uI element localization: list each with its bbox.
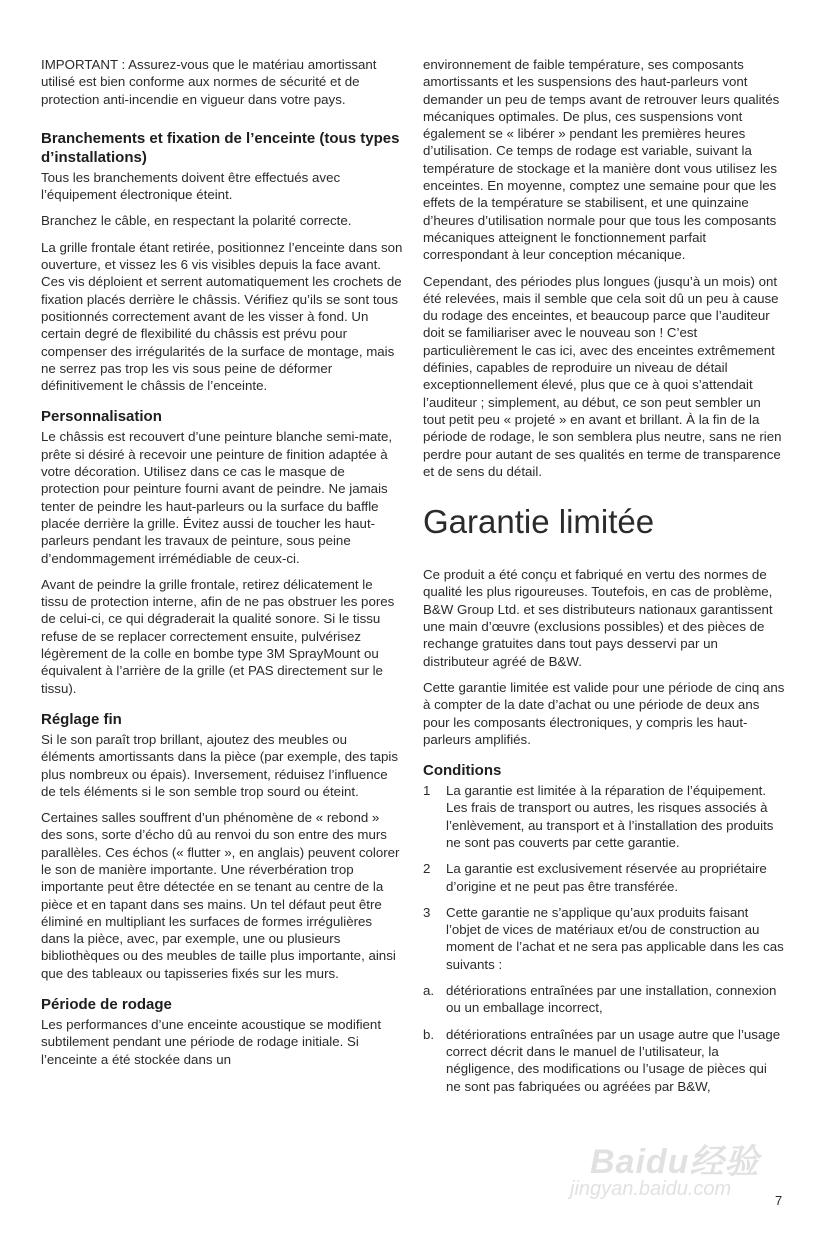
paragraph: Les performances d’une enceinte acoustique se modifient subtilement pendant une période de rodage initiale. Si l’enceinte a été stockée dans un (41, 1017, 382, 1067)
heading-reglage-fin: Réglage fin (41, 710, 122, 728)
paragraph: Branchez le câble, en respectant la polarité correcte. (41, 213, 352, 229)
heading-periode-rodage: Période de rodage (41, 996, 172, 1014)
list-item-text: La garantie est limitée à la réparation de l’équipement. Les frais de transport ou autres, les risques associés à l’enlèvement, au transport et à l’installation des produits ne sont pas couverts par cette garantie. (446, 783, 774, 850)
list-marker: 1 (423, 783, 431, 799)
page-number: 7 (775, 1193, 783, 1208)
paragraph: Ce produit a été conçu et fabriqué en vertu des normes de qualité les plus rigoureuses. Toutefois, en cas de problème, B&W Group Ltd. et ses distributeurs nationaux garantissent une main d’œuvre (exclusions possibles) et des pièces de rechange gratuites dans tout pays desservi par un distributeur agréé de B&W. (423, 567, 773, 669)
conditions-list (423, 782, 785, 1095)
watermark (560, 1130, 783, 1210)
important-note: IMPORTANT : Assurez-vous que le matériau amortissant utilisé est bien conforme aux normes de sécurité et de protection anti-incendie en vigueur dans votre pays. (41, 57, 377, 107)
paragraph: Cependant, des périodes plus longues (jusqu’à un mois) ont été relevées, mais il semble que cela soit dû un peu à cause du rodage des enceintes, et beaucoup parce que l’auditeur doit se familiariser avec le nouveau son ! C’est particulièrement le cas ici, avec des enceintes extrêmement définies, capables de reproduire un niveau de détail exceptionnellement élevé, plus que ce à quoi s’attendait l’auditeur ; simplement, au début, ce son peut sembler un tout petit peu « projeté » en avant et brillant. À la fin de la période de rodage, le son semblera plus neutre, sans ne rien perdre pour autant de ses qualités en terme de transparence et de sens du détail. (423, 273, 782, 479)
paragraph: Tous les branchements doivent être effectués avec l’équipement électronique éteint. (41, 169, 341, 203)
list-item (423, 860, 785, 895)
list-item (423, 782, 785, 851)
paragraph: environnement de faible température, ses composants amortissants et les suspensions des haut-parleurs vont demander un peu de temps avant de retrouver leurs qualités mécaniques optimales. De plus, ces suspensions vont également se « libérer » pendant les premières heures d’utilisation. Ce temps de rodage est variable, suivant la température de stockage et la manière dont vous utilisez les enceintes. En moyenne, comptez une semaine pour que les effets de la température se stabilisent, et une quinzaine d’heures d’utilisation normale pour que tous les composants mécaniques atteignent le fonctionnement parfait correspondant à leur conception mécanique. (423, 57, 780, 263)
list-item-text: La garantie est exclusivement réservée au propriétaire d’origine et ne peut pas être transférée. (446, 861, 767, 894)
left-column (41, 56, 403, 1077)
paragraph: Avant de peindre la grille frontale, retirez délicatement le tissu de protection interne, afin de ne pas obstruer les pores de celui-ci, ce qui dégraderait la qualité sonore. Si le tissu refuse de se replacer correctement ensuite, pulvérisez légèrement de la colle en bombe type 3M SprayMount ou équivalent à l’arrière de la grille (et PAS directement sur le tissu). (41, 576, 395, 696)
list-marker: b. (423, 1026, 435, 1042)
paragraph: Cette garantie limitée est valide pour une période de cinq ans à compter de la date d’achat ou une période de deux ans pour les composants électroniques, y compris les haut-parleurs amplifiés. (423, 679, 785, 747)
list-item-text: Cette garantie ne s’applique qu’aux produits faisant l’objet de vices de matériaux et/ou de construction au moment de l’achat et ne sera pas applicable dans les cas suivants : (446, 904, 784, 972)
heading-branchements: Branchements et fixation de l’enceinte (tous types d’installations) (41, 129, 400, 166)
list-item-text: détériorations entraînées par une installation, connexion ou un emballage incorrect, (446, 983, 777, 1016)
right-column (423, 56, 785, 1104)
list-item-text: détériorations entraînées par un usage autre que l’usage correct décrit dans le manuel de l’utilisateur, la négligence, des modifications ou l’usage de pièces qui ne sont pas fabriquées ou agréées par B&W, (446, 1026, 781, 1094)
list-item (423, 904, 785, 973)
heading-conditions: Conditions (423, 762, 502, 780)
section-title-garantie: Garantie limitée (423, 503, 655, 541)
watermark-logo: Baidu经验 (590, 1143, 760, 1181)
paragraph: Certaines salles souffrent d’un phénomène de « rebond » des sons, sorte d’écho dû au renvoi du son entre des murs parallèles. Ces échos (« flutter », en anglais) peuvent colorer le son de manière importante. Une réverbération trop importante peut être détectée en se tenant au centre de la pièce et en tapant dans ses mains. Un tel défaut peut être éliminé en multipliant les surfaces de formes irrégulières dans la pièce, avec, par exemple, une ou plusieurs bibliothèques ou des meubles de taille plus importante, ainsi que des tableaux ou tapisseries fixés sur les murs. (41, 810, 400, 981)
list-marker: 2 (423, 861, 431, 877)
list-marker: 3 (423, 904, 431, 920)
paragraph: Si le son paraît trop brillant, ajoutez des meubles ou éléments amortissants dans la pièce (par exemple, des tapis plus nombreux ou épais). Inversement, réduisez l’influence de tels éléments si le son semble trop sourd ou éteint. (41, 731, 398, 799)
list-item (423, 1026, 785, 1095)
list-marker: a. (423, 983, 435, 999)
watermark-url: jingyan.baidu.com (570, 1178, 732, 1200)
heading-personnalisation: Personnalisation (41, 408, 162, 426)
paragraph: La grille frontale étant retirée, positionnez l’enceinte dans son ouverture, et vissez les 6 vis visibles depuis la face avant. Ces vis déploient et serrent automatiquement les crochets de fixation placés derrière le châssis. Vérifiez qu’ils se sont tous positionnés correctement avant de les visser à fond. Un certain degré de flexibilité du châssis est prévu pour compenser des irrégularités de la surface de montage, mais ne serrez pas trop les vis sous peine de déformer définitivement le châssis de l’enceinte. (41, 239, 403, 394)
paragraph: Le châssis est recouvert d’une peinture blanche semi-mate, prête si désiré à recevoir une peinture de finition adaptée à votre décoration. Utilisez dans ce cas le masque de protection pour peinture fourni avant de peindre. Ne jamais tenter de peindre les haut-parleurs ou la surface du baffle placée derrière la grille. Évitez aussi de toucher les haut-parleurs pendant les travaux de peinture, sous peine d’endommagement irrémédiable de ceux-ci. (41, 429, 393, 566)
list-item (423, 982, 785, 1017)
